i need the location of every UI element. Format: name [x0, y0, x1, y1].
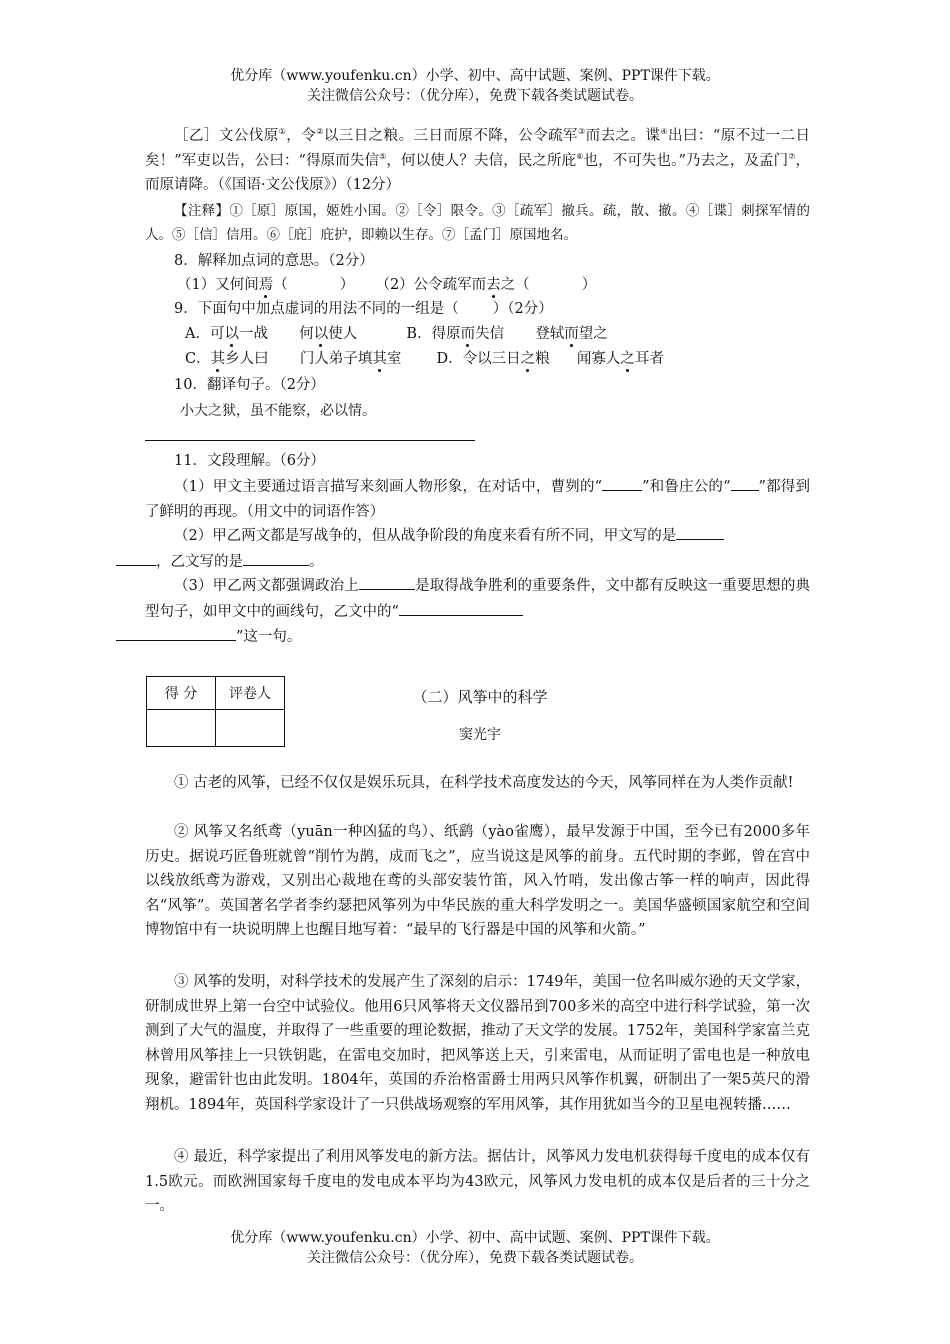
option-a-label[interactable]: A． [185, 326, 210, 342]
question-11-part-2 [145, 523, 810, 574]
option-d-label[interactable]: D． [436, 351, 463, 367]
answer-blank[interactable] [676, 523, 724, 540]
dotted-word: 而 [564, 326, 579, 342]
option-c-label[interactable]: C． [185, 351, 211, 367]
question-11-stem: 11．文段理解。（6分） [174, 453, 325, 469]
option-text: 门人弟子填 [299, 351, 373, 367]
grader-cell[interactable] [216, 710, 285, 747]
option-b-label[interactable]: B． [406, 326, 432, 342]
q11-text: ”和鲁庄公的“ [642, 479, 731, 495]
answer-blank[interactable] [399, 599, 523, 616]
passage-b-text: ，令 [286, 128, 317, 144]
footnote-mark: ⑤ [379, 151, 387, 161]
footer-line-1: 优分库（www.youfenku.cn）小学、初中、高中试题、案例、PPT课件下载。 [230, 1230, 720, 1246]
answer-blank[interactable] [116, 549, 156, 566]
passage-b-text: 出曰：“原不过一二日矣！”军吏以告，公曰：“得原而失信 [145, 128, 811, 169]
question-10-stem: 10．翻译句子。（2分） [174, 377, 325, 393]
question-8-items [177, 273, 817, 298]
option-text: 粮 [535, 351, 550, 367]
answer-blank[interactable] [602, 474, 642, 491]
passage-b-text: 也，不可失也。”乃去之，及孟门 [583, 152, 789, 169]
option-text: 室 [386, 351, 402, 367]
q11-text: ”这一句。 [236, 629, 302, 645]
dotted-word: 其 [210, 351, 226, 367]
q11-text: （3）甲乙两文都强调政治上 [174, 578, 359, 594]
header-line-1: 优分库（www.youfenku.cn）小学、初中、高中试题、案例、PPT课件下载。 [230, 68, 720, 84]
passage-b [145, 124, 810, 198]
q11-text: ”都得到了鲜明的再现。（用文中的词语作答） [145, 479, 810, 520]
annotation-notes: 【注释】①［原］原国，姬姓小国。②［令］限令。③［疏军］撤兵。疏，散、撤。④［谍］刺探军情的人。⑤［信］信用。⑥［庇］庇护，即赖以生存。⑦［孟门］原国地名。 [145, 203, 810, 243]
dotted-word: 焉 [258, 277, 274, 293]
page-footer [0, 1228, 950, 1268]
answer-blank[interactable] [243, 549, 309, 566]
question-9-options-cd [185, 347, 825, 372]
footnote-mark: ⑦ [788, 151, 796, 161]
question-8-stem: 8．解释加点词的意思。（2分） [174, 253, 374, 269]
option-text: 耳者 [634, 351, 664, 367]
article-paragraph-3: ③ 风筝的发明，对科学技术的发展产生了深刻的启示：1749年，美国一位名叫威尔逊的天文学家，研制成世界上第一台空中试验仪。他用6只风筝将天文仪器吊到700多米的高空中进行科学试验，第一次测到了大气的温度，并取得了一些重要的理论数据，推动了天文学的发展。1752年，美国科学家富兰克林曾用风筝挂上一只铁钥匙，在雷电交加时，把风筝送上天，引来雷电，从而证明了雷电也是一种放电现象，避雷针也由此发明。1804年，英国的乔治格雷爵士用两只风筝作机翼，研制出了一架5英尺的滑翔机。1894年，英国科学家设计了一只供战场观察的军用风筝，其作用犹如当今的卫星电视转播…… [145, 974, 811, 1113]
header-line-2: 关注微信公众号：（优分库），免费下载各类试题试卷。 [307, 88, 643, 104]
article-paragraph-4: ④ 最近，科学家提出了利用风筝发电的新方法。据估计，风筝风力发电机获得每千度电的成本仅有1.5欧元。而欧洲国家每千度电的发电成本平均为43欧元，风筝风力发电机的成本仅是后者的三十分之一。 [145, 1149, 810, 1214]
option-text: 得原 [431, 326, 461, 342]
option-text: 可 [209, 326, 225, 342]
footnote-mark: ② [316, 127, 324, 137]
page-header [0, 66, 950, 106]
passage-b-text: ，而原请降。（《国语·文公伐原》）（12分） [145, 152, 811, 193]
q8-bracket-close: ） [581, 277, 597, 293]
q11-text: （2）甲乙两文都是写战争的，但从战争阶段的角度来看有所不同，甲文写的是 [174, 528, 677, 544]
question-9-options-ab [185, 322, 825, 347]
option-text: 失信 [475, 326, 505, 342]
q11-text: （1）甲文主要通过语言描写来刻画人物形象，在对话中，曹刿的“ [174, 479, 603, 495]
passage-b-text: 以三日之粮。三日而原不降，公令疏军 [323, 128, 579, 144]
footer-line-2: 关注微信公众号：（优分库），免费下载各类试题试卷。 [307, 1250, 643, 1266]
question-11-part-3 [145, 573, 810, 650]
score-header: 得 分 [147, 677, 216, 710]
score-cell[interactable] [147, 710, 216, 747]
option-text: 使人 [328, 326, 358, 342]
option-text: 令以三日 [462, 351, 521, 367]
q11-text: 。 [309, 553, 324, 570]
dotted-word: 而 [460, 326, 476, 342]
q9-stem-text: 9．下面句中加点虚词的用法不同的一组是（ [174, 301, 459, 317]
footnote-mark: ① [278, 127, 287, 137]
q9-stem-text: ）（2分） [492, 301, 553, 317]
option-text: 闻寡人 [576, 351, 621, 367]
q8-item-2: （2）公令疏军而 [375, 277, 487, 293]
question-11-part-1 [145, 474, 810, 524]
footnote-mark: ③ [578, 127, 586, 137]
option-text: 望之 [578, 326, 608, 342]
q8-bracket-open: 之（ [500, 277, 530, 293]
q11-text: 是取得战争胜利的重要条件，文中都有反映这一重要思想的典型句子，如甲文中的画线句，乙文中的“ [145, 578, 810, 620]
q8-item-1: （1）又何间 [177, 277, 259, 293]
footnote-mark: ④ [660, 127, 669, 137]
q8-bracket-open: （ [273, 277, 288, 293]
option-text: 一战 [238, 326, 268, 342]
passage-b-text: ，何以使人？夫信，民之所庇 [386, 152, 577, 169]
option-text: 乡人曰 [225, 351, 269, 367]
score-table [146, 676, 285, 747]
dotted-word: 以 [224, 326, 239, 342]
article-paragraph-2: ② 风筝又名纸鸢（yuān一种凶猛的鸟）、纸鹞（yào雀鹰），最早发源于中国，至今已有2000多年历史。据说巧匠鲁班就曾“削竹为鹊，成而飞之”，应当说这是风筝的前身。五代时期的李邺，曾在宫中以线放纸鸢为游戏，又别出心裁地在鸢的头部安装竹笛，风入竹哨，发出像古筝一样的响声，因此得名“风筝”。英国著名学者李约瑟把风筝列为中华民族的重大科学发明之一。美国华盛顿国家航空和空间博物馆中有一块说明牌上也醒目地写着：“最早的飞行器是中国的风筝和火箭。” [145, 824, 810, 938]
grader-header: 评卷人 [216, 677, 285, 710]
answer-blank[interactable] [359, 573, 415, 590]
dotted-word: 之 [620, 351, 635, 367]
footnote-mark: ⑥ [576, 151, 584, 161]
dotted-word: 之 [520, 351, 536, 367]
article-paragraph-1: ① 古老的风筝，已经不仅仅是娱乐玩具，在科学技术高度发达的今天，风筝同样在为人类作贡献! [174, 775, 794, 791]
section-author: 窦光宇 [459, 727, 501, 743]
question-10-sentence: 小大之狱，虽不能察，必以情。 [180, 403, 376, 419]
option-text: 何 [299, 326, 314, 342]
passage-b-text: ［乙］文公伐原 [174, 128, 279, 144]
q11-text: ，乙文写的是 [156, 553, 243, 570]
q8-bracket-close: ） [339, 277, 355, 293]
answer-blank[interactable] [116, 624, 236, 641]
dotted-word: 其 [372, 351, 387, 367]
answer-line[interactable] [145, 440, 475, 441]
dotted-word: 去 [486, 277, 501, 293]
question-9-stem [145, 297, 810, 322]
option-text: 登轼 [535, 326, 565, 342]
answer-blank[interactable] [731, 474, 759, 491]
dotted-word: 以 [313, 326, 329, 342]
passage-b-text: 而去之。谍 [585, 128, 661, 144]
section-title: （二）风筝中的科学 [412, 688, 548, 706]
